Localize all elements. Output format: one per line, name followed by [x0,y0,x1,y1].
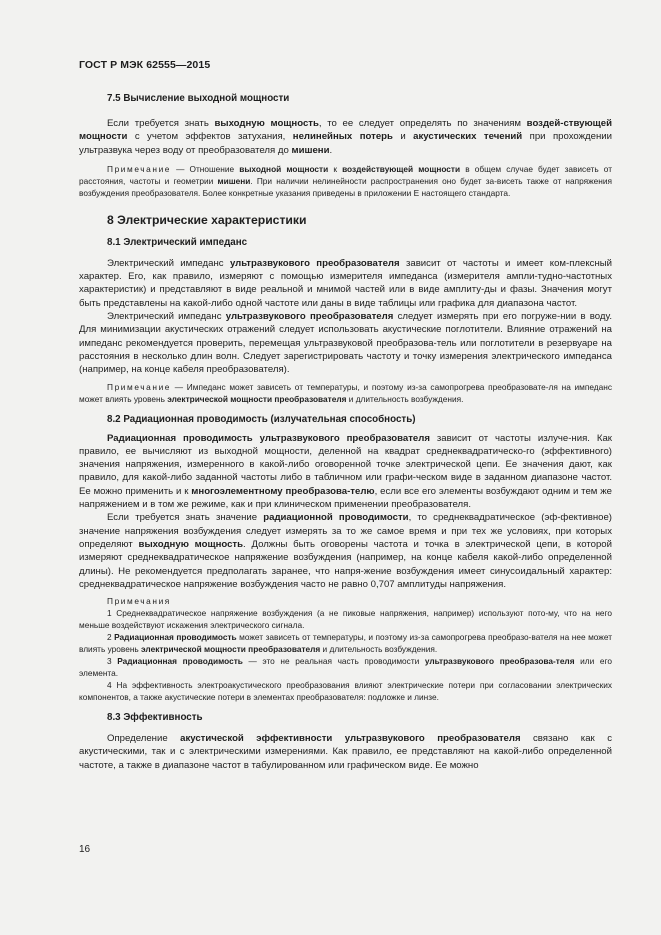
term: выходную мощность [214,118,319,129]
term: ультразвукового преобразова-теля [424,656,575,667]
text-run: или его элемента. [79,656,612,679]
text-run: в общем случае будет зависеть от расстояния, частоты и геометрии [79,163,613,186]
text-run: и [392,131,414,143]
text-run: может зависеть от температуры, и поэтому из-за самопрогрева преобразо-вателя на нее может влиять уровень [79,632,612,655]
term: ультразвукового преобразователя [229,257,400,269]
text-run: , если все его элементы возбуждают одним и тем же напряжением и в том же режиме, как и при клиническом применении преобразователя. [79,485,612,511]
section-7-5-note [79,163,612,199]
document-header: ГОСТ Р МЭК 62555—2015 [79,59,211,71]
section-8-2-paragraph-1 [79,432,612,512]
text-run: Электрический импеданс [107,257,230,269]
page-content [79,92,612,772]
term: Радиационная проводимость ультразвукового преобразователя [107,432,430,444]
section-8-title: 8 Электрические характеристики [107,212,307,227]
term: воздей-ствующей мощности [79,118,613,143]
note-3 [79,655,612,679]
note-1 [79,607,612,631]
page-number: 16 [79,844,91,855]
text-run: , то среднеквадратическое (эф-фективное) значение напряжения возбуждения следует измерять за то же самое время и при тех же условиях, при которых определяют [79,512,612,550]
text-run: следует измерять при его погруже-нии в воду. Для минимизации акустических отражений следует использовать акустические поглотители. Влияние отражений на импеданс рекомендуется проверить, перемещая ультразвуковой преобразова-тель или поглотители в резервуаре на расстояния в несколько длин волн. Следует зарегистрировать частоту и точку измерения электрического импеданса (например, на конце кабеля преобразователя). [79,311,612,376]
text-run: с учетом эффектов затухания, [127,131,293,143]
term: нелинейных потерь [292,131,393,143]
text-run: Если требуется знать значение [107,512,264,524]
text-run: Определение [107,733,181,745]
section-7-5-title: 7.5 Вычисление выходной мощности [107,93,290,104]
text-run: Электрический импеданс [107,311,226,323]
section-8-1-paragraph-1 [79,257,612,310]
section-8-3-title: 8.3 Эффективность [107,712,203,724]
term: выходной мощности [239,163,329,174]
text-run: и длительность возбуждения. [346,393,464,404]
term: ультразвукового преобразователя [225,311,394,323]
text-run: 2 [107,632,115,643]
term: акустических течений [413,131,523,143]
text-run: — Отношение [171,163,240,174]
text-run: 4 На эффективность электроакустического преобразования влияют электрические потери при согласовании электрических компонентов, а также акустические потери в элементах преобразователя: подложке и линзе. [79,680,612,703]
notes-heading: Примечания [107,596,171,607]
term: мишени [217,175,251,186]
text-run: связано как с акустическими, так и с электрическими измерениями. Как правило, ее представляют на какой-либо определенной частоте, а также в диапазоне частот в табулированном или графическом виде. Ее можно [79,733,612,771]
text-run: . [329,144,333,156]
term: электрической мощности преобразователя [141,644,321,655]
term: мишени [291,144,330,156]
note-label: Примечание [107,163,172,174]
text-run: Если требуется знать [107,118,215,129]
text-run: . Должны быть оговорены частота и точка в электрической цепи, в которой измеряют среднеквадратическое напряжение возбуждения (например, на конце кабеля какой-либо определенной длины). Не рекомендуется предполагать заранее, что напря-жение возбуждения имеет синусоидальный характер: среднеквадратическое напряжение возбуждения часто не равно 0,707 амплитуды напряжения. [79,538,612,590]
text-run: 3 [107,656,118,667]
section-8-2-title: 8.2 Радиационная проводимость (излучательная способность) [107,413,416,425]
term: выходную мощность [138,538,244,550]
text-run: и длительность возбуждения. [320,644,438,655]
text-run: зависит от частоты и имеет ком-плексный характер. Его, как правило, измеряют с помощью измерителя импеданса (измерителя ампли-тудно-частотных характеристик) и представляют в виде реальной и мнимой частей или в виде амплиту-ды и фазы. Значения могут быть представлены на какой-либо одной частоте или даны в виде таблицы или графика для диапазона частот. [79,257,613,309]
text-run: , то ее следует определять по значениям [318,118,527,129]
text-run: — это не реальная часть проводимости [242,656,425,667]
text-run: — Импеданс может зависеть от температуры, и поэтому из-за самопрогрева преобразовате-ля на импеданс может влиять уровень [79,381,612,404]
term: электрической мощности преобразователя [167,393,347,404]
text-run: при прохождении ультразвука через воду от преобразователя до [79,131,613,156]
section-8-3-paragraph [79,732,612,772]
section-8-1-title: 8.1 Электрический импеданс [107,236,248,248]
note-4 [79,679,612,703]
section-8-2-paragraph-2 [79,511,612,591]
note-label: Примечание [107,381,172,392]
term: Радиационная проводимость [117,656,243,667]
term: Радиационная проводимость [114,632,237,643]
section-8-1-note [79,381,612,405]
text-run: . При наличии нелинейности распространения оно будет за-висеть также от напряжения возбуждения преобразователя. Более конкретные указания приведены в приложении Е настоящего стандарта. [79,175,612,198]
term: многоэлементному преобразова-телю [191,485,375,497]
text-run: 1 Среднеквадратическое напряжение возбуждения (а не пиковые напряжения, например) используют пото-му, что на него меньше воздействуют искажения электрического сигнала. [79,608,612,631]
section-7-5-paragraph [79,117,612,157]
term: воздействующей мощности [342,163,461,174]
term: акустической эффективности ультразвукового преобразователя [180,733,521,745]
text-run: к [328,163,343,174]
section-8-1-paragraph-2 [79,310,612,376]
note-2 [79,631,612,655]
term: радиационной проводимости [263,512,409,524]
text-run: зависит от частоты излуче-ния. Как правило, ее вычисляют из выходной мощности, деленной на квадрат среднеквадратическо-го (эффективного) значения напряжения, измеренного в какой-либо оговоренной точке электрической цепи. Ее значения дают, как правило, для какой-либо заданной частоты либо в табличном или графи-ческом виде в заданном диапазоне частот. Ее можно применить и к [79,432,612,497]
